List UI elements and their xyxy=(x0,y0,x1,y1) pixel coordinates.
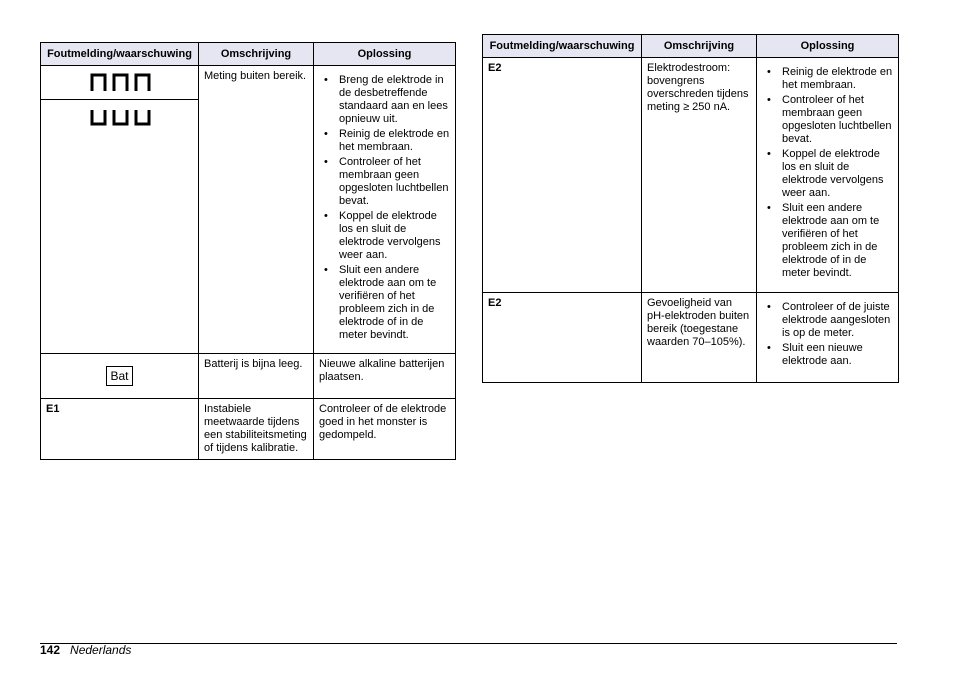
error-table-left xyxy=(40,42,456,460)
solution-list xyxy=(762,301,894,368)
display-overrange-icon xyxy=(41,66,199,100)
footer-divider xyxy=(40,643,897,644)
column-header: Omschrijving xyxy=(642,35,757,58)
list-item: • Sluit een andere elektrode aan om te verifiëren of het probleem zich in de elektrode of in de meter bevindt. xyxy=(762,202,894,280)
battery-indicator: Bat xyxy=(106,366,132,386)
table-row xyxy=(483,293,899,383)
error-table-right xyxy=(482,34,899,383)
list-item: • Controleer of de juiste elektrode aangesloten is op de meter. xyxy=(762,301,894,340)
description-cell: Batterij is bijna leeg. xyxy=(199,354,314,399)
description-cell: Instabiele meetwaarde tijdens een stabiliteitsmeting of tijdens kalibratie. xyxy=(199,399,314,460)
column-header: Omschrijving xyxy=(199,43,314,66)
list-item: • Reinig de elektrode en het membraan. xyxy=(762,66,894,92)
page-footer xyxy=(40,643,131,657)
list-item: • Sluit een andere elektrode aan om te verifiëren of het probleem zich in de elektrode of in de meter bevindt. xyxy=(319,264,451,342)
list-item: • Koppel de elektrode los en sluit de elektrode vervolgens weer aan. xyxy=(762,148,894,200)
table-row xyxy=(41,399,456,460)
solution-cell xyxy=(757,58,899,293)
page-number: 142 xyxy=(40,643,61,657)
error-code: E2 xyxy=(483,293,642,383)
description-cell: Elektrodestroom: bovengrens overschreden tijdens meting ≥ 250 nA. xyxy=(642,58,757,293)
list-item: • Sluit een nieuwe elektrode aan. xyxy=(762,342,894,368)
column-header: Oplossing xyxy=(314,43,456,66)
solution-cell: Controleer of de elektrode goed in het monster is gedompeld. xyxy=(314,399,456,460)
error-code: E2 xyxy=(483,58,642,293)
footer-language: Nederlands xyxy=(70,643,132,657)
list-item: • Breng de elektrode in de desbetreffende standaard aan en lees opnieuw uit. xyxy=(319,74,451,126)
table-row xyxy=(41,354,456,399)
solution-list xyxy=(762,66,894,280)
solution-cell xyxy=(757,293,899,383)
solution-cell xyxy=(314,66,456,354)
column-header: Foutmelding/waarschuwing xyxy=(483,35,642,58)
table-row xyxy=(41,66,456,100)
column-header: Oplossing xyxy=(757,35,899,58)
list-item: • Reinig de elektrode en het membraan. xyxy=(319,128,451,154)
column-header: Foutmelding/waarschuwing xyxy=(41,43,199,66)
list-item: • Koppel de elektrode los en sluit de elektrode vervolgens weer aan. xyxy=(319,210,451,262)
description-cell: Meting buiten bereik. xyxy=(199,66,314,354)
solution-cell: Nieuwe alkaline batterijen plaatsen. xyxy=(314,354,456,399)
solution-list xyxy=(319,74,451,342)
error-cell xyxy=(41,354,199,399)
display-underrange-icon xyxy=(41,100,199,354)
table-row xyxy=(483,58,899,293)
list-item: • Controleer of het membraan geen opgesloten luchtbellen bevat. xyxy=(319,156,451,208)
description-cell: Gevoeligheid van pH-elektroden buiten bereik (toegestane waarden 70–105%). xyxy=(642,293,757,383)
error-code: E1 xyxy=(41,399,199,460)
list-item: • Controleer of het membraan geen opgesloten luchtbellen bevat. xyxy=(762,94,894,146)
